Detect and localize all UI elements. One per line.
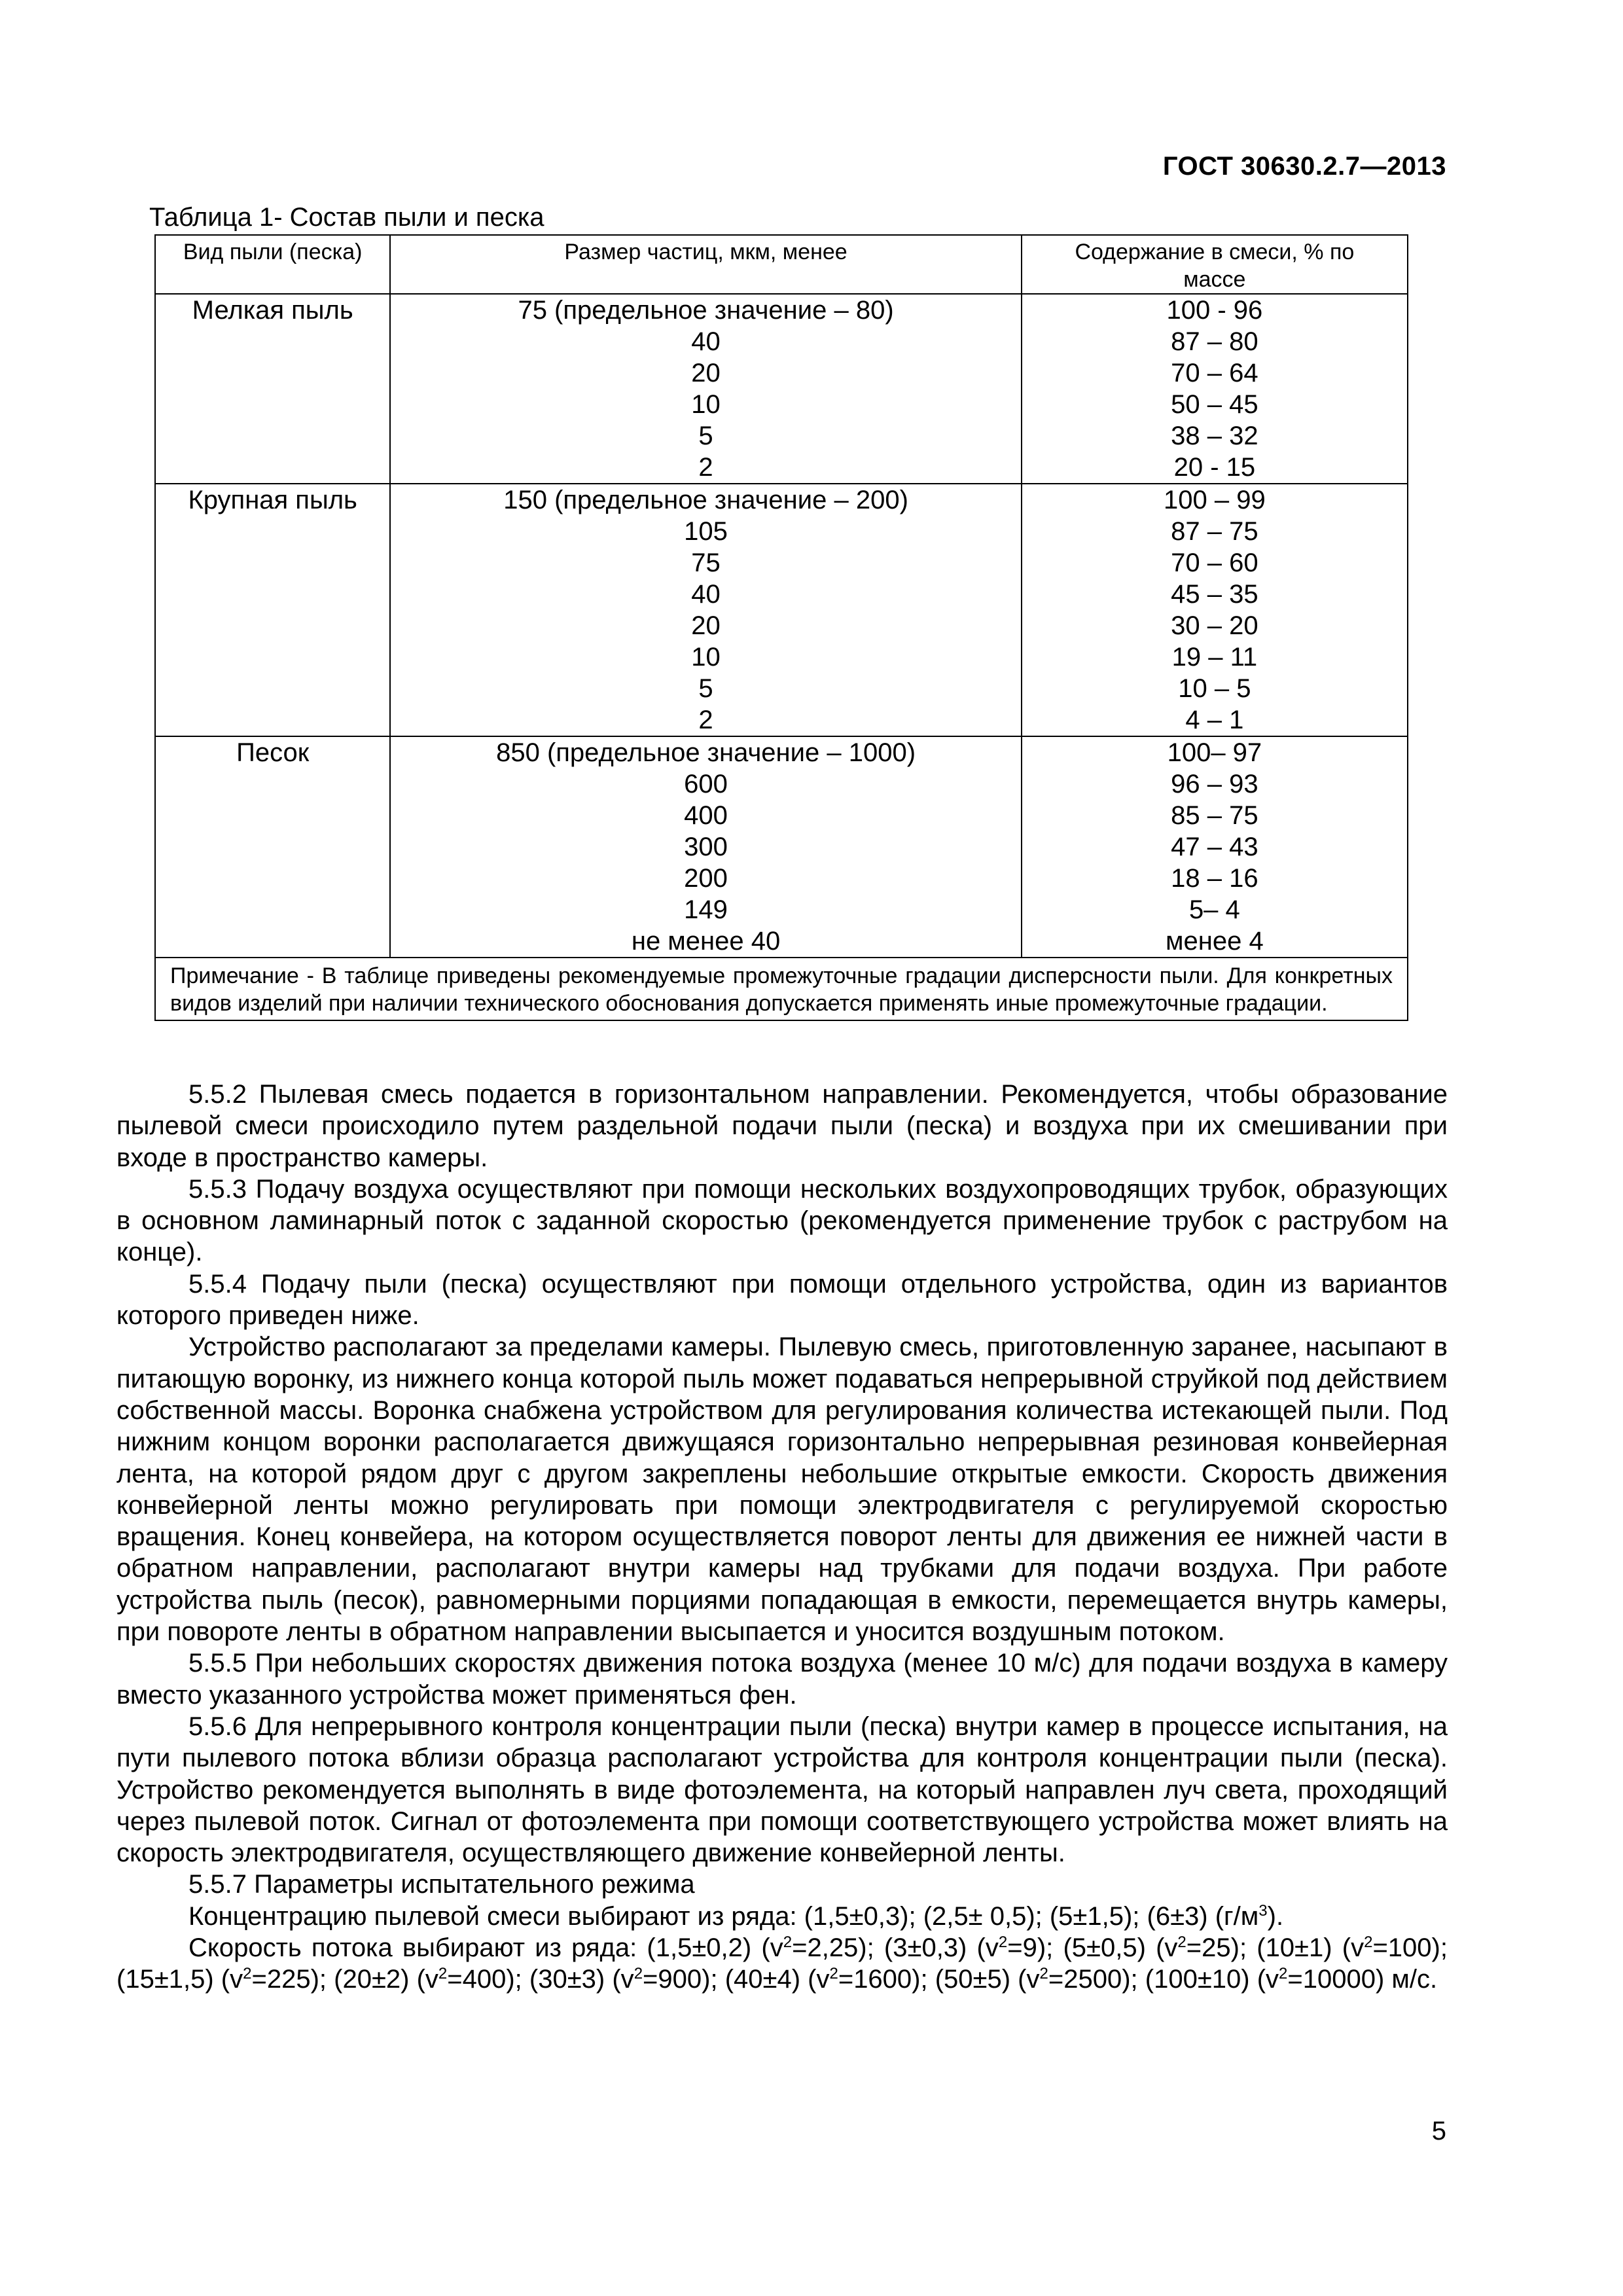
content-value: 96 – 93 <box>1171 770 1258 798</box>
concentration-text: Концентрацию пылевой смеси выбирают из ряда: (1,5±0,3); (2,5± 0,5); (5±1,5); (6±3) (г/м <box>188 1901 1259 1931</box>
speed-item-square: =2,25); <box>792 1933 874 1963</box>
particle-size-value: 75 <box>691 548 721 577</box>
content-value: 20 - 15 <box>1173 453 1256 482</box>
table-header-row <box>155 235 1408 294</box>
content-value: 10 – 5 <box>1178 674 1251 703</box>
paragraph-5-5-7: 5.5.7 Параметры испытательного режима <box>188 1870 695 1899</box>
speed-item-square: =1600); <box>838 1965 928 1994</box>
particle-size-value: 2 <box>698 453 713 482</box>
particle-size-value: 20 <box>691 359 721 387</box>
speed-item-value: (50±5) (v <box>927 1965 1040 1994</box>
content-value: 100 - 96 <box>1166 296 1263 325</box>
content-value: 47 – 43 <box>1171 833 1258 861</box>
speed-item-superscript: 2 <box>438 1965 448 1983</box>
particle-size-value: не менее 40 <box>631 927 781 956</box>
content-value: 50 – 45 <box>1171 390 1258 419</box>
header-content: Содержание в смеси, % по массе <box>1022 235 1408 294</box>
content-value: 38 – 32 <box>1171 422 1258 450</box>
content-value: 30 – 20 <box>1171 611 1258 640</box>
speed-item-value: (5±0,5) (v <box>1053 1933 1178 1963</box>
particle-size-value: 40 <box>691 580 721 609</box>
content-cell <box>1022 294 1408 484</box>
particle-size-value: 200 <box>684 864 728 893</box>
header-particle-size: Размер частиц, мкм, менее <box>390 235 1021 294</box>
speed-item-square: =900); <box>643 1965 718 1994</box>
dust-type-cell: Крупная пыль <box>155 484 390 736</box>
particle-size-value: 850 (предельное значение – 1000) <box>496 738 916 767</box>
speed-item-value: (10±1) (v <box>1247 1933 1364 1963</box>
particle-size-value: 400 <box>684 801 728 830</box>
paragraph-5-5-5: 5.5.5 При небольших скоростях движения потока воздуха (менее 10 м/с) для подачи воздуха в камеру вместо указанного устройства может применяться фен. <box>116 1649 1448 1710</box>
particle-size-value: 150 (предельное значение – 200) <box>503 486 908 514</box>
content-value: 70 – 64 <box>1171 359 1258 387</box>
content-value: 4 – 1 <box>1185 706 1244 734</box>
speed-item-superscript: 2 <box>783 1933 793 1952</box>
particle-size-value: 105 <box>684 517 728 546</box>
particle-size-value: 5 <box>698 422 713 450</box>
concentration-superscript: 3 <box>1258 1901 1268 1920</box>
speed-item-square: =10000) м/с. <box>1287 1965 1438 1994</box>
speed-item-superscript: 2 <box>243 1965 252 1983</box>
speed-item-square: =400); <box>447 1965 522 1994</box>
table-row <box>155 736 1408 958</box>
dust-composition-table <box>154 234 1408 1021</box>
content-value: 85 – 75 <box>1171 801 1258 830</box>
speed-item-square: =25); <box>1186 1933 1247 1963</box>
speed-item-value: (20±2) (v <box>327 1965 438 1994</box>
particle-size-value: 10 <box>691 390 721 419</box>
particle-size-cell <box>390 294 1021 484</box>
speed-item-value: (40±4) (v <box>717 1965 830 1994</box>
paragraph-flow-speed <box>116 1932 1448 1996</box>
particle-size-value: 5 <box>698 674 713 703</box>
table-row <box>155 484 1408 736</box>
table-caption: Таблица 1- Состав пыли и песка <box>149 203 544 232</box>
content-value: 87 – 80 <box>1171 327 1258 356</box>
speed-item-square: =2500); <box>1048 1965 1138 1994</box>
paragraph-5-5-6: 5.5.6 Для непрерывного контроля концентрации пыли (песка) внутри камер в процессе испытания, на пути пылевого потока вблизи образца располагают устройства для контроля концентрации пыли (песка). Устройство рекомендуется выполнять в виде фотоэлемента, на который направлен луч света, проходящий через пылевой поток. Сигнал от фотоэлемента при помощи соответствующего устройства может влиять на скорость электродвигателя, осуществляющего движение конвейерной ленты. <box>116 1712 1448 1868</box>
speed-intro: Скорость потока выбирают из ряда: <box>188 1933 637 1963</box>
standard-code: ГОСТ 30630.2.7—2013 <box>1162 152 1446 181</box>
particle-size-value: 10 <box>691 643 721 672</box>
content-value: 100 – 99 <box>1164 486 1266 514</box>
particle-size-value: 2 <box>698 706 713 734</box>
content-value: 100– 97 <box>1167 738 1262 767</box>
dust-type-cell: Песок <box>155 736 390 958</box>
paragraph-concentration <box>116 1901 1448 1932</box>
table-row <box>155 294 1408 484</box>
content-value: 70 – 60 <box>1171 548 1258 577</box>
content-value: 18 – 16 <box>1171 864 1258 893</box>
table-note: Примечание - В таблице приведены рекомендуемые промежуточные градации дисперсности пыли. Для конкретных видов изделий при наличии технического обоснования допускается применять иные промежуточные градации. <box>155 958 1408 1020</box>
particle-size-value: 40 <box>691 327 721 356</box>
particle-size-value: 300 <box>684 833 728 861</box>
speed-item-square: =225); <box>251 1965 327 1994</box>
concentration-end: ). <box>1267 1901 1284 1931</box>
page-number: 5 <box>1431 2117 1446 2145</box>
paragraph-5-5-2: 5.5.2 Пылевая смесь подается в горизонтальном направлении. Рекомендуется, чтобы образование пылевой смеси происходило путем раздельной подачи пыли (песка) и воздуха при их смешивании при входе в пространство камеры. <box>116 1080 1448 1172</box>
content-value: 19 – 11 <box>1171 643 1258 672</box>
speed-item-value: (3±0,3) (v <box>874 1933 999 1963</box>
speed-item-value: (15±1,5) (v <box>116 1965 243 1994</box>
dust-type-cell: Мелкая пыль <box>155 294 390 484</box>
particle-size-cell <box>390 484 1021 736</box>
paragraph-5-5-3: 5.5.3 Подачу воздуха осуществляют при помощи нескольких воздухопроводящих трубок, образующих в основном ламинарный поток с заданной скоростью (рекомендуется применение трубок с раструбом на конце). <box>116 1174 1448 1267</box>
speed-item-value: (30±3) (v <box>522 1965 634 1994</box>
table-note-row <box>155 958 1408 1020</box>
speed-item-value: (100±10) (v <box>1137 1965 1279 1994</box>
particle-size-value: 75 (предельное значение – 80) <box>518 296 894 325</box>
content-cell <box>1022 484 1408 736</box>
particle-size-cell <box>390 736 1021 958</box>
particle-size-value: 149 <box>684 895 728 924</box>
content-value: менее 4 <box>1166 927 1264 956</box>
speed-item-superscript: 2 <box>633 1965 643 1983</box>
particle-size-value: 600 <box>684 770 728 798</box>
header-dust-type: Вид пыли (песка) <box>155 235 390 294</box>
speed-item-superscript: 2 <box>1039 1965 1048 1983</box>
content-value: 5– 4 <box>1188 895 1240 924</box>
paragraph-device: Устройство располагают за пределами камеры. Пылевую смесь, приготовленную заранее, насыпают в питающую воронку, из нижнего конца которой пыль может подаваться непрерывной струйкой под действием собственной массы. Воронка снабжена устройством для регулирования количества истекающей пыли. Под нижним концом воронки располагается движущаяся горизонтально непрерывная резиновая конвейерная лента, на которой рядом друг с другом закреплены небольшие открытые емкости. Скорость движения конвейерной ленты можно регулировать при помощи электродвигателя с регулируемой скоростью вращения. Конец конвейера, на котором осуществляется поворот ленты для движения ее нижней части в обратном направлении, располагают внутри камеры над трубками для подачи воздуха. При работе устройства пыль (песок), равномерными порциями попадающая в емкости, перемещается внутрь камеры, при повороте ленты в обратном направлении высыпается и уносится воздушным потоком. <box>116 1333 1448 1647</box>
speed-item-superscript: 2 <box>1177 1933 1186 1952</box>
speed-item-superscript: 2 <box>998 1933 1008 1952</box>
particle-size-value: 20 <box>691 611 721 640</box>
paragraph-5-5-4: 5.5.4 Подачу пыли (песка) осуществляют при помощи отдельного устройства, один из вариантов которого приведен ниже. <box>116 1269 1448 1331</box>
speed-item-square: =9); <box>1007 1933 1054 1963</box>
speed-item-value: (1,5±0,2) (v <box>637 1933 783 1963</box>
content-value: 45 – 35 <box>1171 580 1258 609</box>
speed-item-superscript: 2 <box>829 1965 838 1983</box>
content-cell <box>1022 736 1408 958</box>
body-text <box>116 1079 1448 1996</box>
speed-item-superscript: 2 <box>1364 1933 1373 1952</box>
speed-item-superscript: 2 <box>1279 1965 1288 1983</box>
speed-item-square: =100); <box>1372 1933 1448 1963</box>
content-value: 87 – 75 <box>1171 517 1258 546</box>
